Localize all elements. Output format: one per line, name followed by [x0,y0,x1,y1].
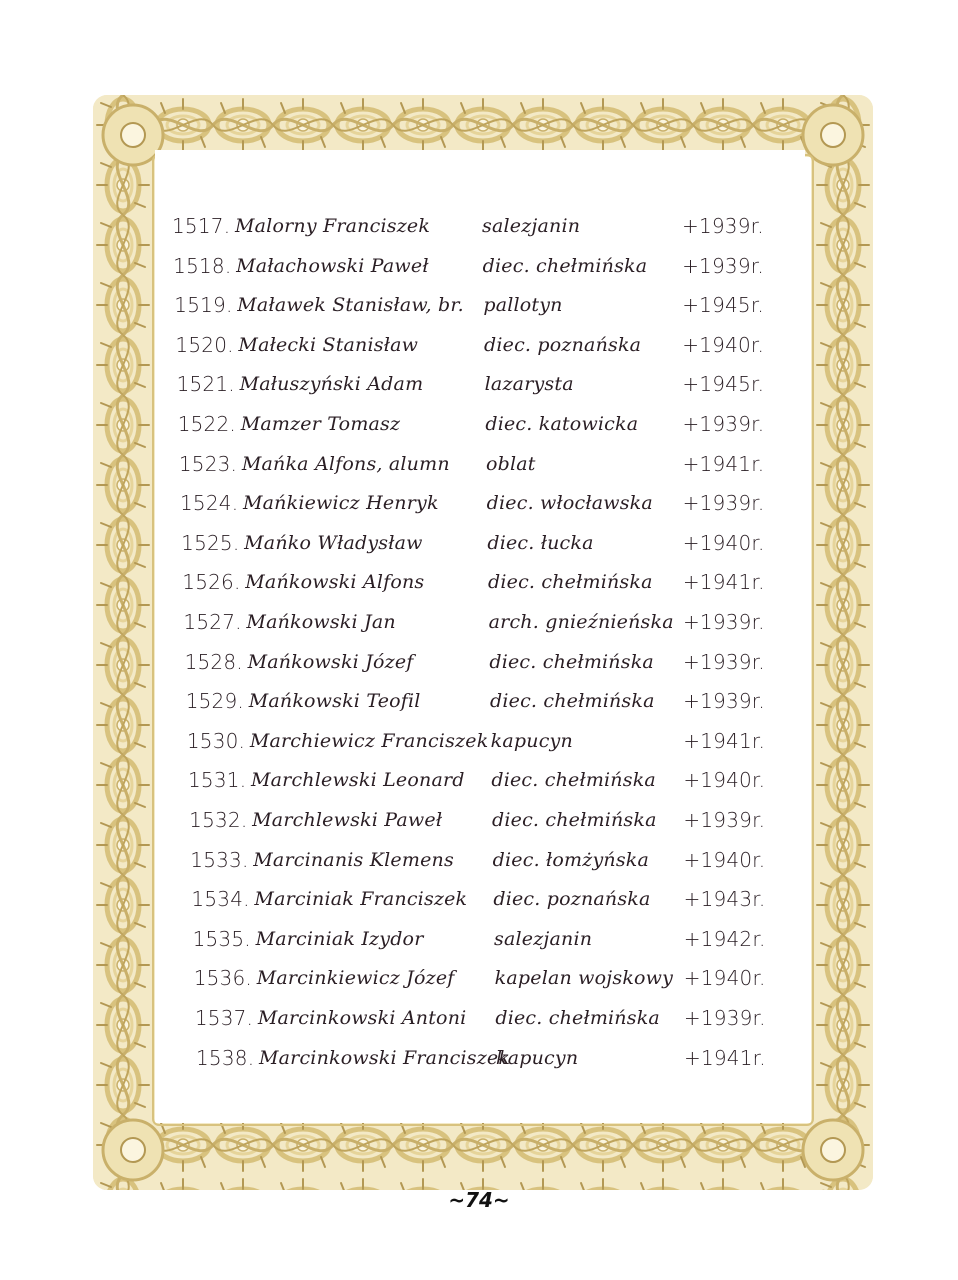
entry-name: Małachowski Paweł [236,254,429,277]
entry-death-year: +1940r. [683,847,766,872]
entry-death-year: +1941r. [682,451,765,476]
list-item [0,485,958,521]
entry-affiliation: diec. łomżyńska [492,848,650,871]
entry-name: Mańkowski Teofil [248,690,421,713]
entry-death-year: +1939r. [683,1006,766,1030]
entry-death-year: +1941r. [683,728,766,753]
entry-name: Mamzer Tomasz [240,413,401,435]
entry-number: 1535. [192,926,251,951]
entry-affiliation: diec. łucka [487,531,594,554]
entry-affiliation: salezjanin [494,927,593,950]
entry-death-year: +1940r. [683,768,766,793]
list-item [0,248,958,284]
entry-number: 1519. [174,293,233,318]
list-item [0,683,958,719]
entry-name: Marchlewski Paweł [252,809,443,831]
entry-number: 1532. [189,808,248,832]
entry-death-year: +1940r. [682,530,765,555]
list-item [0,366,958,402]
entry-affiliation: diec. chełmińska [491,769,656,792]
entry-number: 1525. [181,530,240,555]
entry-death-year: +1943r. [683,887,766,912]
entry-affiliation: diec. chełmińska [488,571,653,594]
entry-affiliation: pallotyn [483,294,563,317]
entry-name: Mańkowski Józef [247,650,414,673]
entry-name: Mańka Alfons, alumn [241,452,450,475]
entry-name: Mańkiewicz Henryk [243,492,439,515]
entry-number: 1524. [180,491,239,516]
entry-name: Mańko Władysław [244,531,423,554]
entry-name: Małecki Stanisław [238,333,419,356]
entry-death-year: +1939r. [682,214,764,238]
entry-death-year: +1940r. [682,332,765,357]
list-item [0,446,958,482]
entry-name: Marchiewicz Franciszek [249,729,489,752]
entry-death-year: +1939r. [683,689,765,714]
entry-affiliation: arch. gnieźnieńska [488,611,674,633]
entry-number: 1537. [194,1006,254,1030]
entry-affiliation: salezjanin [482,215,581,237]
list-item [0,525,958,561]
list-item [0,327,958,363]
entry-death-year: +1939r. [683,808,766,832]
list-item [0,842,958,878]
entry-number: 1518. [173,253,232,278]
list-item [0,881,958,917]
entry-name: Marcinanis Klemens [253,848,454,871]
entry-number: 1517. [172,214,231,238]
list-item [0,762,958,798]
entry-death-year: +1939r. [682,253,764,278]
entry-name: Małuszyński Adam [239,373,424,396]
list-item [0,1040,958,1076]
list-item [0,644,958,680]
entry-affiliation: diec. chełmińska [489,650,654,673]
list-item [0,564,958,600]
entry-affiliation: diec. katowicka [485,413,639,435]
entry-affiliation: diec. chełmińska [482,254,648,277]
entry-death-year: +1939r. [682,610,765,634]
entry-affiliation: diec. poznańska [484,333,642,356]
entry-name: Mańkowski Alfons [245,571,425,594]
entry-number: 1523. [178,451,238,476]
entry-affiliation: kapucyn [490,729,573,752]
entry-name: Mańkowski Jan [246,611,396,633]
entry-affiliation: kapelan wojskowy [494,967,674,990]
entry-affiliation: diec. włocławska [486,492,653,515]
list-item [0,802,958,838]
entry-number: 1521. [176,372,235,397]
entry-number: 1520. [175,332,234,357]
entry-number: 1533. [190,847,249,872]
entry-affiliation: diec. chełmińska [492,809,657,831]
entry-name: Marchlewski Leonard [251,769,465,792]
entry-number: 1529. [185,689,244,714]
entry-death-year: +1942r. [683,926,766,951]
entry-death-year: +1945r. [682,293,764,318]
list-item [0,406,958,442]
list-item [0,287,958,323]
page-number: ~74~ [448,1188,510,1212]
entry-number: 1528. [184,649,243,674]
list-item [0,1000,958,1036]
list-item [0,960,958,996]
entry-name: Marcinkowski Franciszek [259,1046,511,1069]
entry-number: 1522. [177,412,236,436]
entry-number: 1530. [186,728,246,753]
entry-number: 1527. [183,610,242,634]
entry-number: 1526. [182,570,241,595]
entry-death-year: +1939r. [682,491,765,516]
entry-affiliation: lazarysta [484,373,574,396]
entry-name: Malorny Franciszek [235,215,431,237]
entry-affiliation: kapucyn [496,1046,579,1069]
list-item [0,604,958,640]
entry-number: 1531. [188,768,247,793]
entry-death-year: +1939r. [683,649,765,674]
entry-number: 1536. [193,966,252,991]
entry-number: 1534. [191,887,250,912]
list-item [0,921,958,957]
entry-name: Marcinkowski Antoni [257,1007,467,1029]
entry-name: Marciniak Franciszek [254,888,468,911]
entry-name: Maławek Stanisław, br. [237,294,464,317]
list-item [0,208,958,244]
entry-affiliation: diec. poznańska [493,888,651,911]
entry-name: Marcinkiewicz Józef [256,967,455,990]
entry-name: Marciniak Izydor [255,927,424,950]
entry-death-year: +1945r. [682,372,765,397]
entry-death-year: +1941r. [682,570,765,595]
entry-affiliation: diec. chełmińska [490,690,655,713]
entry-death-year: +1941r. [684,1045,766,1070]
list-item [0,723,958,759]
entry-death-year: +1939r. [682,412,765,436]
entry-death-year: +1940r. [683,966,766,991]
entry-number: 1538. [196,1045,255,1070]
entry-affiliation: diec. chełmińska [495,1007,660,1029]
entry-affiliation: oblat [486,452,536,475]
